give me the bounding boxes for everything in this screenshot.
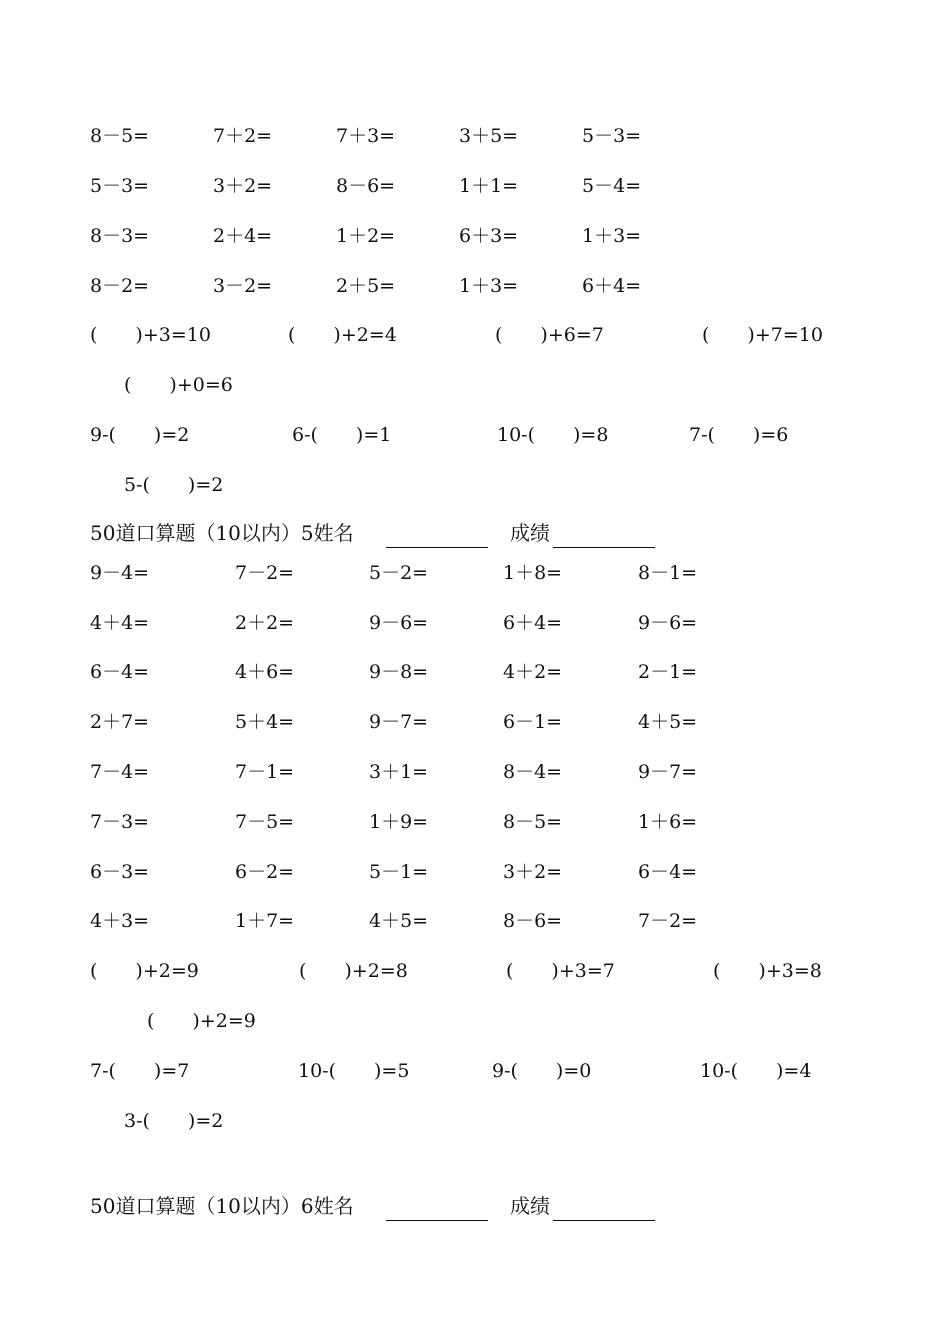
problem: 8－3= — [90, 225, 150, 247]
fill-blank-problem: ( )+6=7 — [495, 324, 604, 346]
problem: 3＋2= — [503, 861, 563, 883]
problem: 6＋4= — [503, 612, 563, 634]
fill-blank-problem: ( )+2=4 — [288, 324, 397, 346]
fill-blank-problem: 9-( )=2 — [90, 424, 190, 446]
problem: 6－4= — [90, 661, 150, 683]
worksheet-title: 50道口算题（10以内）6姓名 — [90, 1194, 354, 1218]
problem: 4＋5= — [638, 711, 698, 733]
fill-blank-row — [0, 1056, 950, 1086]
problem-row — [0, 807, 950, 837]
problem: 3＋1= — [369, 761, 429, 783]
problem: 8－6= — [503, 910, 563, 932]
problem: 6＋4= — [582, 275, 642, 297]
fill-blank-row — [0, 956, 950, 986]
problem: 7－3= — [90, 811, 150, 833]
worksheet-header-5 — [0, 518, 950, 548]
problem: 8－6= — [336, 175, 396, 197]
fill-blank-problem: 3-( )=2 — [124, 1110, 224, 1132]
problem: 3＋2= — [213, 175, 273, 197]
problem: 2＋7= — [90, 711, 150, 733]
fill-blank-problem: 7-( )=6 — [689, 424, 789, 446]
fill-blank-problem: ( )+0=6 — [124, 374, 233, 396]
problem: 7－4= — [90, 761, 150, 783]
problem-row — [0, 271, 950, 301]
problem: 4＋6= — [235, 661, 295, 683]
problem: 7＋3= — [336, 125, 396, 147]
fill-blank-problem: 7-( )=7 — [90, 1060, 190, 1082]
fill-blank-problem: 10-( )=8 — [497, 424, 609, 446]
problem: 7－2= — [638, 910, 698, 932]
problem: 8－4= — [503, 761, 563, 783]
problem: 1＋7= — [235, 910, 295, 932]
problem: 5－4= — [582, 175, 642, 197]
fill-blank-row — [0, 1106, 950, 1136]
problem: 7－2= — [235, 562, 295, 584]
problem: 9－7= — [638, 761, 698, 783]
fill-blank-problem: ( )+7=10 — [702, 324, 823, 346]
problem-row — [0, 558, 950, 588]
problem: 5－3= — [90, 175, 150, 197]
problem: 8－5= — [503, 811, 563, 833]
problem: 8－2= — [90, 275, 150, 297]
problem: 4＋5= — [369, 910, 429, 932]
fill-blank-row — [0, 320, 950, 350]
problem: 4＋2= — [503, 661, 563, 683]
problem: 1＋3= — [459, 275, 519, 297]
fill-blank-problem: 5-( )=2 — [124, 474, 224, 496]
worksheet-title: 50道口算题（10以内）5姓名 — [90, 521, 354, 545]
problem-row — [0, 906, 950, 936]
problem: 1＋3= — [582, 225, 642, 247]
score-label: 成绩 — [510, 521, 550, 545]
problem: 7－1= — [235, 761, 295, 783]
name-blank[interactable] — [386, 1191, 488, 1221]
problem: 5－1= — [369, 861, 429, 883]
problem: 8－5= — [90, 125, 150, 147]
problem: 6－2= — [235, 861, 295, 883]
problem-row — [0, 707, 950, 737]
fill-blank-row — [0, 370, 950, 400]
fill-blank-problem: 9-( )=0 — [492, 1060, 592, 1082]
fill-blank-row — [0, 1006, 950, 1036]
problem: 9－4= — [90, 562, 150, 584]
fill-blank-problem: ( )+3=7 — [506, 960, 615, 982]
problem: 9－6= — [369, 612, 429, 634]
problem: 5－2= — [369, 562, 429, 584]
fill-blank-row — [0, 470, 950, 500]
fill-blank-problem: 10-( )=4 — [700, 1060, 812, 1082]
problem: 6－4= — [638, 861, 698, 883]
problem: 3－2= — [213, 275, 273, 297]
fill-blank-row — [0, 420, 950, 450]
name-blank[interactable] — [386, 518, 488, 548]
fill-blank-problem: ( )+3=8 — [713, 960, 822, 982]
problem-row — [0, 857, 950, 887]
score-blank[interactable] — [553, 518, 655, 548]
problem: 5－3= — [582, 125, 642, 147]
problem-row — [0, 757, 950, 787]
problem-row — [0, 121, 950, 151]
problem: 5＋4= — [235, 711, 295, 733]
problem: 2＋2= — [235, 612, 295, 634]
problem: 6－1= — [503, 711, 563, 733]
problem: 2＋5= — [336, 275, 396, 297]
problem-row — [0, 221, 950, 251]
worksheet-header-6 — [0, 1191, 950, 1221]
fill-blank-problem: ( )+2=8 — [299, 960, 408, 982]
problem: 8－1= — [638, 562, 698, 584]
problem: 7＋2= — [213, 125, 273, 147]
problem: 9－6= — [638, 612, 698, 634]
score-label: 成绩 — [510, 1194, 550, 1218]
problem: 9－7= — [369, 711, 429, 733]
problem: 1＋9= — [369, 811, 429, 833]
problem: 7－5= — [235, 811, 295, 833]
fill-blank-problem: ( )+2=9 — [90, 960, 199, 982]
problem: 1＋6= — [638, 811, 698, 833]
problem: 2＋4= — [213, 225, 273, 247]
problem: 2－1= — [638, 661, 698, 683]
problem: 9－8= — [369, 661, 429, 683]
problem-row — [0, 171, 950, 201]
problem: 6－3= — [90, 861, 150, 883]
problem-row — [0, 657, 950, 687]
problem: 6＋3= — [459, 225, 519, 247]
problem: 1＋2= — [336, 225, 396, 247]
fill-blank-problem: 6-( )=1 — [292, 424, 392, 446]
fill-blank-problem: ( )+2=9 — [147, 1010, 256, 1032]
fill-blank-problem: 10-( )=5 — [298, 1060, 410, 1082]
score-blank[interactable] — [553, 1191, 655, 1221]
problem: 1＋1= — [459, 175, 519, 197]
problem: 1＋8= — [503, 562, 563, 584]
problem: 4＋4= — [90, 612, 150, 634]
problem: 4＋3= — [90, 910, 150, 932]
problem: 3＋5= — [459, 125, 519, 147]
fill-blank-problem: ( )+3=10 — [90, 324, 211, 346]
problem-row — [0, 608, 950, 638]
